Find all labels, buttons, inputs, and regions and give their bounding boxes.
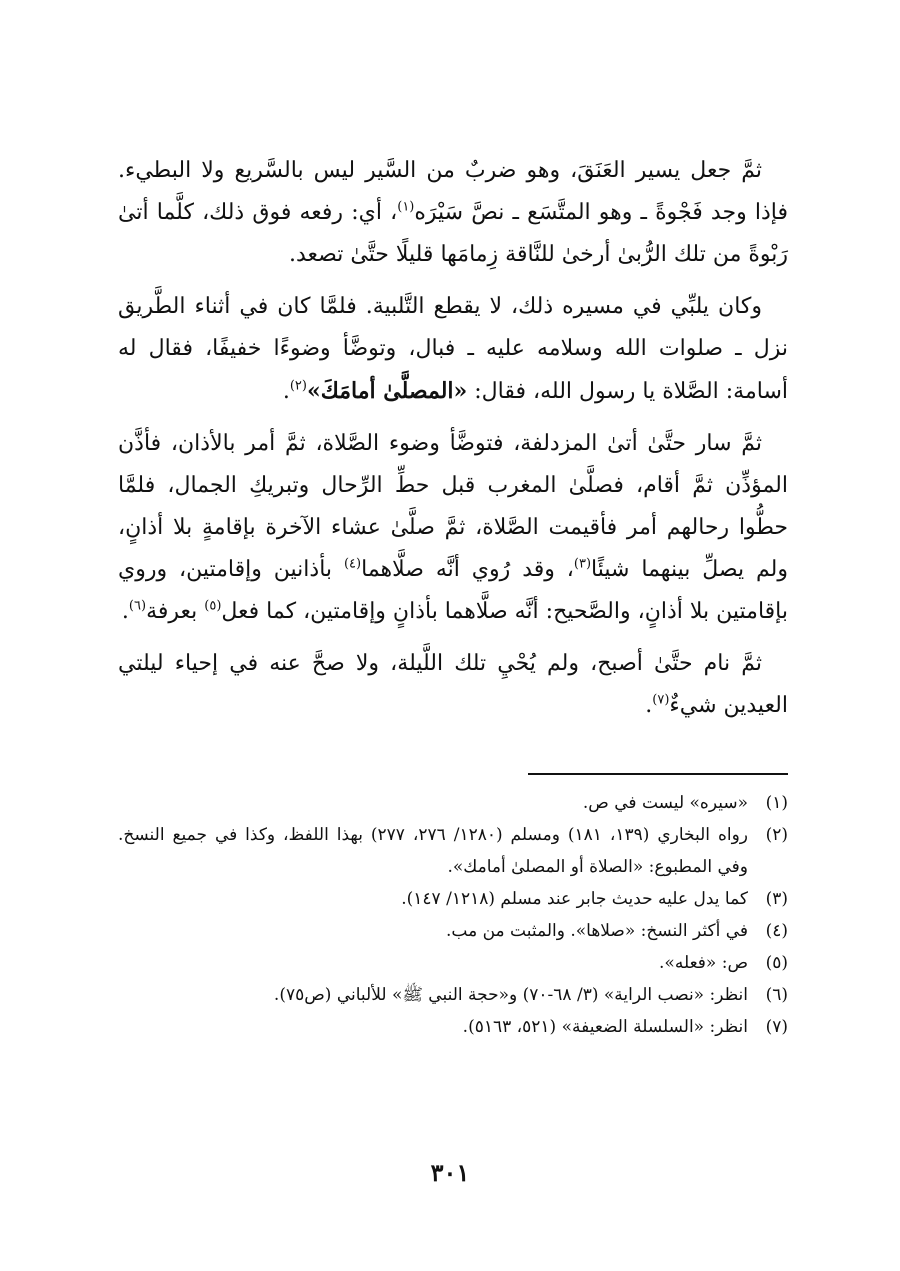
footnote-marker: (٥) <box>204 598 222 614</box>
paragraph-text: . <box>645 693 653 718</box>
footnote-number: (١) <box>765 793 788 813</box>
footnote-4 <box>118 915 788 947</box>
paragraph-4 <box>118 643 788 727</box>
book-page <box>118 150 788 1230</box>
paragraph-text: بأذانين وإقامتين، وروي بإقامتين بلا أذانٍ، والصَّحيح: أنَّه صلَّاهما بأذانٍ وإقامتين، كما فعل <box>118 557 788 624</box>
paragraph-text: ، وقد رُوي أنَّه صلَّاهما <box>361 557 574 582</box>
paragraph-text: ثمَّ جعل يسير العَنَقَ، وهو ضربٌ من السَّير ليس بالسَّريع ولا البطيء. فإذا وجد فَجْوةً ـ وهو المتَّسَع ـ نصَّ سَيْرَه <box>118 158 788 225</box>
paragraph-text: ثمَّ نام حتَّىٰ أصبح، ولم يُحْيِ تلك اللَّيلة، ولا صحَّ عنه في إحياء ليلتي العيدين شيءٌ <box>118 651 788 718</box>
footnote-marker: (٣) <box>573 556 592 572</box>
main-text <box>118 150 788 727</box>
paragraph-2 <box>118 286 788 413</box>
paragraph-1 <box>118 150 788 276</box>
footnote-3 <box>118 883 788 915</box>
footnote-marker: (١) <box>397 199 415 215</box>
footnote-number: (٣) <box>765 889 788 909</box>
footnotes <box>118 787 788 1043</box>
footnote-7 <box>118 1011 788 1043</box>
paragraph-3 <box>118 423 788 633</box>
paragraph-text: ، أي: رفعه فوق ذلك، كلَّما أتىٰ رَبْوةً من تلك الرُّبىٰ أرخىٰ للنَّاقة زِمامَها قليلًا حتَّىٰ تصعد. <box>118 200 788 267</box>
paragraph-text: . <box>282 379 290 404</box>
footnote-text: ص: «فعله». <box>659 953 748 973</box>
footnote-6 <box>118 979 788 1011</box>
footnote-marker: (٤) <box>343 556 362 572</box>
paragraph-text: ثمَّ سار حتَّىٰ أتىٰ المزدلفة، فتوضَّأ وضوء الصَّلاة، ثمَّ أمر بالأذان، فأذَّن المؤذِّن ثمَّ أقام، فصلَّىٰ المغرب قبل حطِّ الرِّحال وتبريكِ الجمال، فلمَّا حطُّوا رحالهم أمر فأقيمت الصَّلاة، ثمَّ صلَّىٰ عشاء الآخرة بإقامةٍ بلا أذانٍ، ولم يصلِّ بينهما شيئًا <box>118 431 789 582</box>
paragraph-text: . <box>121 599 129 624</box>
footnote-text: رواه البخاري (١٣٩، ١٨١) ومسلم (١٢٨٠/ ٢٧٦، ٢٧٧) بهذا اللفظ، وكذا في جميع النسخ. وفي المطبوع: «الصلاة أو المصلىٰ أمامك». <box>118 825 749 877</box>
footnote-number: (٥) <box>765 953 788 973</box>
page-number: ٣٠١ <box>430 1158 470 1187</box>
footnote-number: (٤) <box>765 921 788 941</box>
footnote-2 <box>118 819 788 883</box>
footnote-text: انظر: «نصب الراية» (٣/ ٦٨-٧٠) و«حجة النبي ﷺ» للألباني (ص٧٥). <box>273 985 748 1005</box>
footnote-marker: (٢) <box>289 378 307 394</box>
footnote-text: في أكثر النسخ: «صلاها». والمثبت من مب. <box>445 921 748 941</box>
footnote-marker: (٧) <box>652 692 670 708</box>
paragraph-text: بعرفة <box>146 599 205 624</box>
hadith-quote: «المصلَّىٰ أمامَكَ» <box>306 378 468 404</box>
footnote-number: (٦) <box>765 985 788 1005</box>
footnote-1 <box>118 787 788 819</box>
footnote-text: كما يدل عليه حديث جابر عند مسلم (١٢١٨/ ١٤٧). <box>401 889 748 909</box>
footnote-marker: (٦) <box>128 598 147 614</box>
footnote-text: «سيره» ليست في ص. <box>582 793 748 813</box>
footnote-text: انظر: «السلسلة الضعيفة» (٥٢١، ٥١٦٣). <box>462 1017 748 1037</box>
footnote-5 <box>118 947 788 979</box>
footnote-number: (٢) <box>765 825 788 845</box>
paragraph-text: وكان يلبِّي في مسيره ذلك، لا يقطع التَّلبية. فلمَّا كان في أثناء الطَّريق نزل ـ صلوات الله وسلامه عليه ـ فبال، وتوضَّأ وضوءًا خفيفًا، فقال له أسامة: الصَّلاة يا رسول الله، فقال: <box>118 294 788 404</box>
footnote-divider <box>528 773 788 775</box>
footnote-number: (٧) <box>765 1017 788 1037</box>
